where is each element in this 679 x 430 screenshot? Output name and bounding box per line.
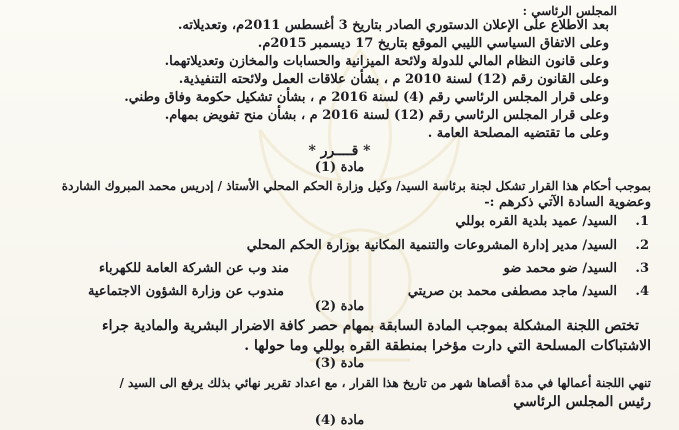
member-role: مندوب عن وزارة الشؤون الاجتماعية xyxy=(87,284,284,299)
decision-title: * قــــرر * xyxy=(308,143,371,159)
member-name: السيد/ عميد بلدية القره بوللي xyxy=(455,214,617,229)
preamble-line: وعلى ما تقتضيه المصلحة العامة . xyxy=(427,126,609,141)
preamble-line: وعلى الاتفاق السياسي الليبي الموقع بتاريخ 17 ديسمبر 2015م. xyxy=(257,36,609,51)
member-number: 2. xyxy=(635,238,649,253)
article-2-title: مادة (2) xyxy=(314,299,365,314)
article-2-text: الاشتباكات المسلحة التي دارت مؤخرا بمنطقة القره بوللي وما حولها . xyxy=(244,338,651,354)
member-role: مند وب عن الشركة العامة للكهرباء xyxy=(98,261,289,276)
preamble-line: بعد الاطلاع على الإعلان الدستوري الصادر بتاريخ 3 أغسطس 2011م، وتعديلاته. xyxy=(177,18,609,33)
article-3-title: مادة (3) xyxy=(314,356,365,371)
member-number: 4. xyxy=(635,284,649,299)
article-4-title: مادة (4) xyxy=(314,413,365,428)
header: المجلس الرئاسي : xyxy=(522,4,617,18)
member-name: السيد/ ضو محمد ضو xyxy=(503,261,617,276)
article-1-text: بموجب أحكام هذا القرار تشكل لجنة برئاسة السيد/ وكيل وزارة الحكم المحلي الأستاذ / إدريس محمد المبروك الشاردة xyxy=(61,179,651,193)
preamble-line: وعلى القانون رقم (12) لسنة 2010 م ، بشأن علاقات العمل ولائحته التنفيذية. xyxy=(178,72,609,87)
member-name: السيد/ مدير إدارة المشروعات والتنمية المكانية بوزارة الحكم المحلي xyxy=(246,238,617,253)
article-3-text: رئيس المجلس الرئاسي xyxy=(513,394,651,410)
member-number: 1. xyxy=(635,214,649,229)
preamble-line: وعلى قرار المجلس الرئاسي رقم (12) لسنة 2016 م ، بشأن منح تفويض بمهام. xyxy=(164,108,609,123)
article-1-title: مادة (1) xyxy=(314,160,365,175)
article-1-text: وعضوية السادة الآتي ذكرهم :- xyxy=(484,195,651,210)
member-name: السيد/ ماجد مصطفى محمد بن صريتي xyxy=(407,284,617,299)
preamble-line: وعلى قانون النظام المالي للدولة ولائحة الميزانية والحسابات والمخازن وتعديلاتهما. xyxy=(164,54,609,69)
preamble-line: وعلى قرار المجلس الرئاسي رقم (4) لسنة 2016 م ، بشأن تشكيل حكومة وفاق وطني. xyxy=(124,90,609,105)
article-2-text: تختص اللجنة المشكلة بموجب المادة السابقة بمهام حصر كافة الاضرار البشرية والمادية جراء xyxy=(102,318,639,334)
article-3-text: تنهي اللجنة أعمالها في مدة أقصاها شهر من تاريخ هذا القرار ، مع اعداد تقرير نهائي بذلك يرفع الى السيد / xyxy=(119,376,651,390)
member-number: 3. xyxy=(635,261,649,276)
